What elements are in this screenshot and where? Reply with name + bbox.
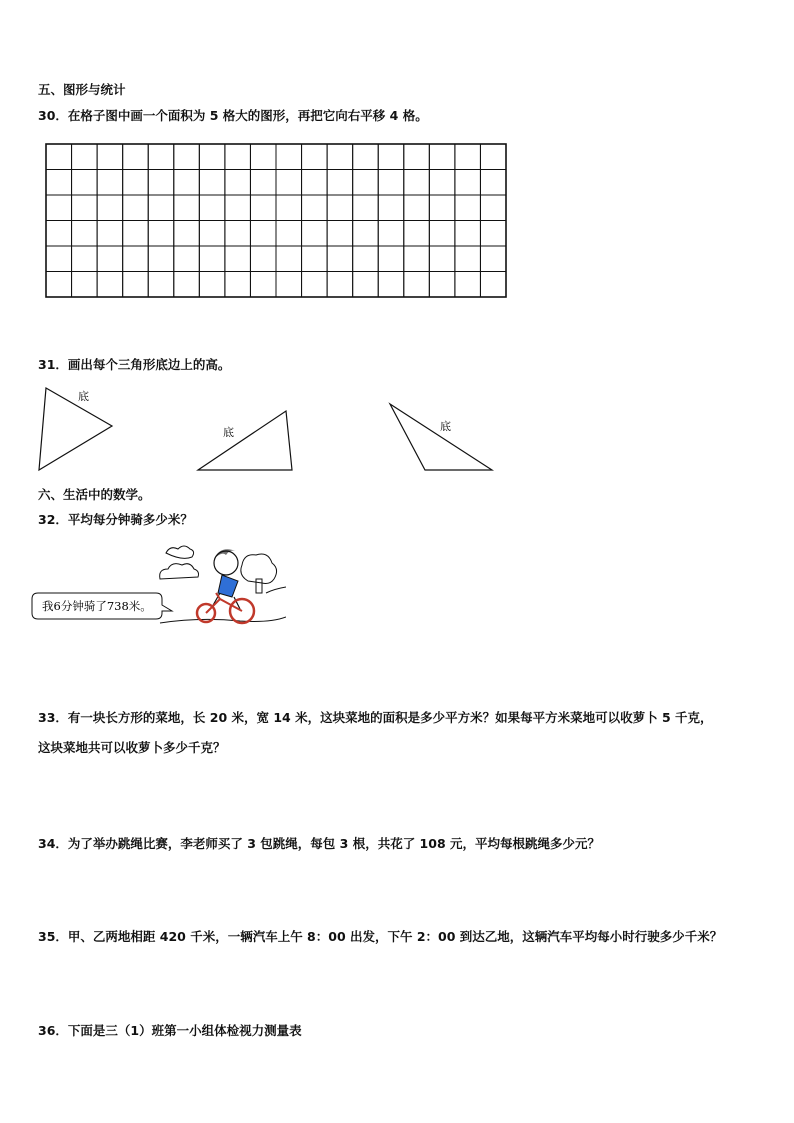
grid-cell [46,170,72,196]
grid-cell [302,144,328,170]
triangles-figure [30,372,510,474]
grid-cell [97,246,123,272]
triangle-3 [390,404,492,470]
grid-cell [174,246,200,272]
grid-cell [480,195,506,221]
grid-cell [480,221,506,247]
grid-cell [276,272,302,298]
question-30: 30．在格子图中画一个面积为 5 格大的图形，再把它向右平移 4 格。 [38,108,428,123]
grid-cell [199,246,225,272]
grid-cell [378,272,404,298]
question-34: 34．为了举办跳绳比赛，李老师买了 3 包跳绳，每包 3 根，共花了 108 元，平均每根跳绳多少元？ [38,836,600,851]
grid-cell [404,272,430,298]
grid-cell [429,246,455,272]
grid-cell [174,195,200,221]
speech-text: 我6分钟骑了738米。 [42,599,152,613]
question-32: 32．平均每分钟骑多少米？ [38,512,193,527]
grid-cell [123,170,149,196]
bike-illustration [30,537,286,629]
grid-cell [276,246,302,272]
grid-cell [225,195,251,221]
grid-cell [429,170,455,196]
grid-paper [45,143,507,299]
ground-line [160,617,286,623]
grid-cell [250,246,276,272]
grid-cell [455,144,481,170]
grid-cell [302,246,328,272]
triangle-2 [198,411,292,470]
grid-cell [97,144,123,170]
grid-cell [97,170,123,196]
grid-cell [327,246,353,272]
section-5-heading: 五、图形与统计 [38,82,126,97]
grid-cell [199,170,225,196]
grid-cell [327,144,353,170]
grid-cell [148,246,174,272]
grid-cell [199,221,225,247]
grid-cell [46,246,72,272]
boy-body [218,575,238,597]
grid-cell [455,272,481,298]
question-33-line-1: 33．有一块长方形的菜地，长 20 米，宽 14 米，这块菜地的面积是多少平方米？如果每平方米菜地可以收萝卜 5 千克， [38,710,713,725]
grid-cell [378,246,404,272]
grid-cell [225,272,251,298]
grid-cell [250,195,276,221]
grid-cell [480,272,506,298]
grid-cell [429,272,455,298]
grid-cell [46,195,72,221]
grid-cell [225,221,251,247]
grid-cell [199,272,225,298]
grid-cell [429,195,455,221]
grid-cell [97,221,123,247]
grid-cell [302,195,328,221]
grid-cell [404,246,430,272]
grid-cell [302,272,328,298]
grid-cell [404,221,430,247]
grid-cell [148,221,174,247]
grid-cell [174,170,200,196]
grid-cell [123,144,149,170]
grid-cell [72,221,98,247]
grid-cell [429,221,455,247]
grid-cell [148,170,174,196]
question-36: 36．下面是三（1）班第一小组体检视力测量表 [38,1023,302,1038]
grid-cell [123,195,149,221]
grid-cell [353,246,379,272]
hill-line [266,587,286,593]
triangle-1-base-label: 底 [78,390,89,403]
grid-cell [455,170,481,196]
grid-cell [455,221,481,247]
grid-cell [353,272,379,298]
grid-cell [72,246,98,272]
cloud-large [160,564,199,579]
grid-cell [276,221,302,247]
grid-cell [250,272,276,298]
boy-hair [214,549,236,559]
grid-cell [199,144,225,170]
grid-cell [46,144,72,170]
triangle-3-base-label: 底 [440,420,451,433]
grid-cell [174,272,200,298]
grid-cell [97,272,123,298]
grid-cell [46,272,72,298]
grid-cell [455,246,481,272]
section-6-heading: 六、生活中的数学。 [38,487,151,502]
triangle-2-base-label: 底 [223,426,234,439]
grid-cell [46,221,72,247]
grid-cell [250,144,276,170]
cloud-small [166,546,194,558]
grid-cell [250,170,276,196]
grid-cell [72,195,98,221]
grid-cell [276,170,302,196]
grid-cell [225,170,251,196]
grid-cell [302,221,328,247]
grid-cell [353,144,379,170]
grid-cell [148,272,174,298]
grid-cell [72,170,98,196]
grid-cell [97,195,123,221]
grid-cell [250,221,276,247]
grid-cell [148,195,174,221]
grid-cell [123,272,149,298]
grid-cell [378,221,404,247]
grid-cell [327,170,353,196]
grid-cell [404,144,430,170]
grid-cell [404,170,430,196]
grid-cell [72,272,98,298]
grid-cell [353,195,379,221]
grid-cell [327,195,353,221]
grid-cell [455,195,481,221]
grid-cell [353,170,379,196]
grid-cell [378,170,404,196]
grid-cell [327,221,353,247]
grid-cell [174,221,200,247]
grid-cell [148,144,174,170]
question-33-line-2: 这块菜地共可以收萝卜多少千克？ [38,740,226,755]
grid-cell [123,221,149,247]
grid-cell [378,195,404,221]
question-31: 31．画出每个三角形底边上的高。 [38,357,231,372]
grid-cell [480,170,506,196]
grid-cell [429,144,455,170]
grid-cell [302,170,328,196]
grid-cell [225,144,251,170]
grid-cell [353,221,379,247]
grid-cell [276,195,302,221]
triangle-1 [39,388,112,470]
grid-cell [225,246,251,272]
grid-cell [199,195,225,221]
grid-cell [327,272,353,298]
grid-cell [378,144,404,170]
tree-trunk [256,579,262,593]
grid-cell [404,195,430,221]
grid-cell [72,144,98,170]
grid-cell [276,144,302,170]
grid-cell [174,144,200,170]
question-35: 35．甲、乙两地相距 420 千米，一辆汽车上午 8：00 出发，下午 2：00 到达乙地，这辆汽车平均每小时行驶多少千米？ [38,929,723,944]
grid-cell [480,144,506,170]
grid-cell [123,246,149,272]
grid-cell [480,246,506,272]
